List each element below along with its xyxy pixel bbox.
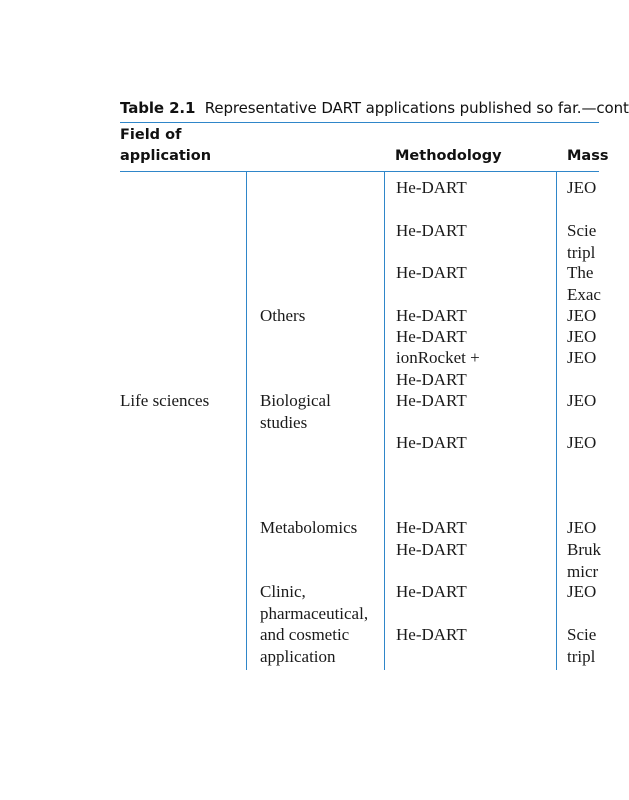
methodology-cell xyxy=(396,347,480,390)
methodology-cell xyxy=(396,220,467,242)
mass-line: Scie xyxy=(567,221,597,240)
methodology-line: He-DART xyxy=(396,327,467,346)
mass-line: JEO xyxy=(567,433,597,452)
column-divider-subfield xyxy=(384,171,385,670)
methodology-cell xyxy=(396,177,467,199)
mass-cell xyxy=(567,262,601,305)
header-mass: Mass xyxy=(567,148,609,164)
methodology-cell xyxy=(396,326,467,348)
subfield-clinic xyxy=(260,581,368,667)
mass-line: JEO xyxy=(567,178,597,197)
methodology-cell xyxy=(396,390,467,412)
subfield-biological-line-2: studies xyxy=(260,412,308,432)
subfield-biological-line-1: Biological xyxy=(260,391,331,410)
mass-line: JEO xyxy=(567,327,597,346)
mass-cell xyxy=(567,347,596,369)
column-divider-methodology xyxy=(556,171,557,670)
column-divider-field xyxy=(246,171,247,670)
methodology-line: He-DART xyxy=(396,306,467,325)
mass-line: JEO xyxy=(567,306,597,325)
methodology-line: He-DART xyxy=(396,433,467,452)
mass-cell xyxy=(567,624,596,667)
mass-cell xyxy=(567,581,596,603)
mass-line: Exac xyxy=(567,284,601,304)
header-field-of-application xyxy=(120,125,211,167)
methodology-cell xyxy=(396,539,467,561)
methodology-cell xyxy=(396,624,467,646)
mass-cell xyxy=(567,517,596,539)
methodology-cell xyxy=(396,262,467,284)
methodology-cell xyxy=(396,432,467,454)
mass-cell xyxy=(567,539,601,582)
subfield-others: Others xyxy=(260,306,306,325)
methodology-cell xyxy=(396,305,467,327)
methodology-cell xyxy=(396,517,467,539)
table-caption xyxy=(120,99,629,117)
header-top-rule xyxy=(120,122,599,123)
methodology-line: He-DART xyxy=(396,369,467,389)
mass-line: JEO xyxy=(567,348,597,367)
methodology-line: He-DART xyxy=(396,263,467,282)
subfield-biological-studies xyxy=(260,390,331,433)
mass-cell xyxy=(567,220,596,263)
methodology-line: He-DART xyxy=(396,221,467,240)
mass-cell xyxy=(567,305,596,327)
subfield-clinic-line-4: application xyxy=(260,646,336,666)
methodology-line: ionRocket + xyxy=(396,348,480,367)
mass-line: The xyxy=(567,263,594,282)
mass-line: micr xyxy=(567,561,599,581)
table-title: Representative DART applications published so far.—cont xyxy=(204,99,629,117)
table-number: Table 2.1 xyxy=(120,99,196,117)
mass-line: tripl xyxy=(567,242,596,262)
field-life-sciences: Life sciences xyxy=(120,391,210,410)
header-field-line-2: application xyxy=(120,148,212,164)
header-field-line-1: Field of xyxy=(120,127,182,143)
methodology-line: He-DART xyxy=(396,625,467,644)
methodology-line: He-DART xyxy=(396,391,467,410)
mass-line: Bruk xyxy=(567,540,601,559)
mass-line: JEO xyxy=(567,518,597,537)
mass-line: Scie xyxy=(567,625,597,644)
mass-cell xyxy=(567,432,596,454)
methodology-line: He-DART xyxy=(396,178,467,197)
header-methodology: Methodology xyxy=(395,148,502,164)
methodology-line: He-DART xyxy=(396,518,467,537)
subfield-clinic-line-3: and cosmetic xyxy=(260,625,350,644)
mass-line: JEO xyxy=(567,391,597,410)
subfield-clinic-line-2: pharmaceutical, xyxy=(260,603,369,623)
methodology-line: He-DART xyxy=(396,582,467,601)
subfield-clinic-line-1: Clinic, xyxy=(260,582,306,601)
methodology-line: He-DART xyxy=(396,540,467,559)
header-bottom-rule xyxy=(120,171,599,172)
mass-cell xyxy=(567,177,596,199)
mass-line: JEO xyxy=(567,582,597,601)
subfield-metabolomics: Metabolomics xyxy=(260,518,358,537)
methodology-cell xyxy=(396,581,467,603)
mass-cell xyxy=(567,390,596,412)
mass-cell xyxy=(567,326,596,348)
mass-line: tripl xyxy=(567,646,596,666)
